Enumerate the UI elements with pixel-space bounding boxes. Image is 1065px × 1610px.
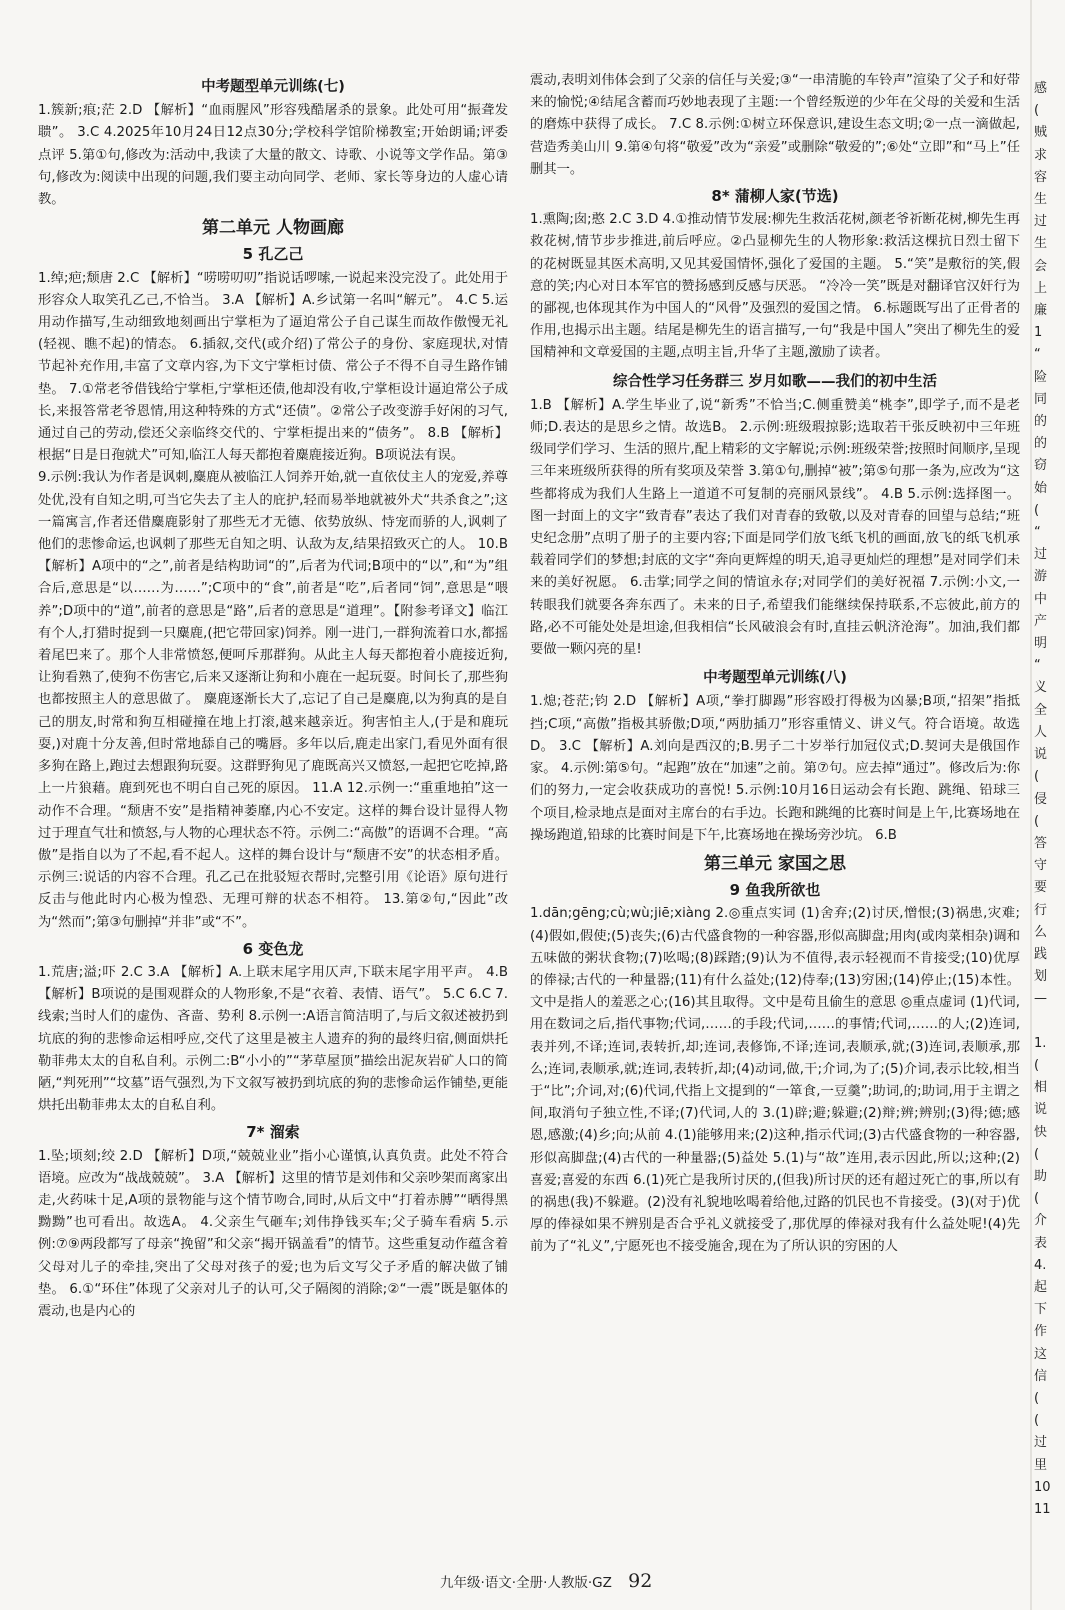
right-column-char: (: [1034, 1191, 1040, 1207]
right-column-char: [1034, 1011, 1065, 1033]
right-column-char: 相: [1034, 1080, 1048, 1096]
page-number: 92: [628, 1570, 653, 1592]
right-column-char: 10: [1034, 1479, 1051, 1495]
right-column-char: 容: [1034, 169, 1048, 185]
right-column-char: 1: [1034, 325, 1043, 341]
right-column-char: 生: [1034, 236, 1048, 252]
right-column-char: 表: [1034, 1235, 1048, 1251]
right-column-char: 划: [1034, 969, 1048, 985]
page-fold-shadow: [1030, 0, 1032, 1610]
right-column-char: 答: [1034, 835, 1048, 851]
lesson-title-8: 8* 蒲柳人家(节选): [711, 187, 839, 206]
right-column-char: 守: [1034, 858, 1048, 874]
left-column: [38, 70, 508, 1323]
answer-block-lesson-5: 1.绰;疤;颓唐 2.C 【解析】“唠唠叨叨”指说话啰嗦,一说起来没完没了。此处用于形容众人取笑孔乙己,不恰当。 3.A 【解析】A.乡试第一名叫“解元”。 4.C 5.运用动作描写,生动细致地刻画出宁掌柜为了逼迫常公子自己谋生而故作傲慢无礼(轻视、瞧不起)的情态。 6.插叙,交代(或介绍)了常公子的身份、家庭现状,对情节起补充作用,丰富了文章内容,为下文宁掌柜讨债、常公子不得不自寻生路作铺垫。 7.①常老爷借钱给宁掌柜,宁掌柜还债,他却没有收,宁掌柜设计逼迫常公子成长,来报答常老爷恩情,用这种特殊的方式“还债”。②常公子改变游手好闲的习气,通过自己的劳动,偿还父亲临终交代的、宁掌柜提出来的“债务”。 8.B 【解析】根据“日是日孢就犬”可知,临江人每天都抱着麋鹿接近狗。B项说法有误。: [38, 270, 508, 464]
unit-title-2: 第二单元 人物画廊: [202, 218, 344, 239]
right-column-char: 过: [1034, 547, 1048, 563]
right-column-char: 明: [1034, 636, 1048, 652]
right-column-char: 廉: [1034, 303, 1048, 319]
right-column-char: 说: [1034, 1102, 1048, 1118]
answer-block-lesson-9: 1.dān;gēng;cù;wù;jiē;xiàng 2.◎重点实词 (1)舍弃;(2)讨厌,憎恨;(3)祸患,灾难;(4)假如,假使;(5)丧失;(6)古代盛食物的一种容器,形似高脚盘;用肉(或肉菜相杂)调和五味做的粥状食物;(7)吆喝;(8)踩踏;(9)认为不值得,表示轻视而不肯接受;(10)优厚的俸禄;古代的一种量器;(11)有什么益处;(12)侍奉;(13)穷困;(14)停止;(15)本性。文中是指人的羞恶之心;(16)其且取得。文中是苟且偷生的意思 ◎重点虚词 (1)代词,用在数词之后,指代事物;代词,……的手段;代词,……的事情;代词,……的人;(2)连词,表并列,不译;连词,表转折,却;连词,表修饰,不译;连词,表顺承,就;(3)连词,表顺承,那么;连词,表顺承,就;连词,表转折,却;(4)动词,做,干;介词,为了;(5)介词,表示比较,相当于“比”;介词,对;(6)代词,代指上文提到的“一箪食,一豆羹”;助词,的;助词,用于主谓之间,取消句子独立性,不译;(7)代词,人的 3.(1)辟;避;躲避;(2)辩;辨;辨别;(3)得;德;感恩,感激;(4)乡;向;从前 4.(1)能够用来;(2)这种,指示代词;(3)古代盛食物的一种容器,形似高脚盘;(4)古代的一种量器;(5)益处 5.(1)与“故”连用,表示因此,所以;这种;(2)喜爱;喜爱的东西 6.(1)死亡是我所讨厌的,(但我)所讨厌的还有超过死亡的事,所以有的祸患(我)不躲避。(2)没有礼貌地吆喝着给他,过路的饥民也不肯接受。(3)(对于)优厚的俸禄如果不辨别是否合乎礼义就接受了,那优厚的俸禄对我有什么益处呢!(4)先前为了“礼义”,宁愿死也不接受施舍,现在为了所认识的穷困的人: [530, 906, 1020, 1255]
right-column-char: “: [1034, 658, 1041, 674]
footer-label: 九年级·语文·全册·人教版·GZ: [440, 1575, 612, 1591]
right-column-char: 游: [1034, 569, 1048, 585]
right-column-char: 快: [1034, 1124, 1048, 1140]
right-column-char: (: [1034, 103, 1040, 119]
right-column-char: 人: [1034, 724, 1048, 740]
right-column-char: “: [1034, 347, 1041, 363]
right-column-char: 同: [1034, 391, 1048, 407]
answer-block-lesson-7: 1.坠;顷刻;绞 2.D 【解析】D项,“兢兢业业”指小心谨慎,认真负责。此处不符合语境。应改为“战战兢兢”。 3.A 【解析】这里的情节是刘伟和父亲吵架而离家出走,火药味十足,A项的景物能与这个情节吻合,同时,从后文中“打着赤膊”“晒得黑黝黝”也可看出。故选A。 4.父亲生气砸车;刘伟挣钱买车;父子骑车看病 5.示例:⑦⑨两段都写了母亲“挽留”和父亲“揭开锅盖看”的情节。这些重复动作蕴含着父母对儿子的牵挂,突出了父母对孩子的爱;也为后文写父子矛盾的解决做了铺垫。 6.①“环住”体现了父亲对儿子的认可,父子隔阂的消除;②“一震”既是躯体的震动,也是内心的: [38, 1148, 508, 1319]
right-column-char: 下: [1034, 1302, 1048, 1318]
answer-block-comprehensive-3: 1.B 【解析】A.学生毕业了,说“新秀”不恰当;C.侧重赞美“桃李”,即学子,而不是老师;D.表达的是思乡之情。故选B。 2.示例:班级瑕掠影;选取若干张反映初中三年班级同学们学习、生活的照片,配上精彩的文字解说;示例:班级荣誉;按照时间顺序,呈现三年来班级所获得的所有奖项及荣誉 3.第①句,删掉“被”;第⑤句那一条为,应改为“这些都将成为我们人生路上一道道不可复制的亮丽风景线”。 4.B 5.示例:选择图一。图一封面上的文字“致青春”表达了我们对青春的致敬,以及对青春的回望与总结;“班史纪念册”点明了册子的主要内容;下面是同学们放飞纸飞机的画面,放飞的纸飞机承载着同学们的梦想;封底的文字“奔向更辉煌的明天,追寻更灿烂的理想”是对同学们未来的美好祝愿。 6.击掌;同学之间的情谊永存;对同学们的美好祝福 7.示例:小文,一转眼我们就要各奔东西了。未来的日子,希望我们能继续保持联系,不忘彼此,前方的路,必不可能处处是坦途,但我相信“长风破浪会有时,直挂云帆济沧海”。加油,我们都要做一颗闪亮的星!: [530, 397, 1020, 658]
right-column-char: 中: [1034, 591, 1048, 607]
right-column-char: 么: [1034, 924, 1048, 940]
section-title-unit-training-8: 中考题型单元训练(八): [703, 670, 847, 687]
right-column-char: (: [1034, 1146, 1040, 1162]
right-column-char: 全: [1034, 702, 1048, 718]
lesson-title-9: 9 鱼我所欲也: [729, 881, 821, 900]
right-column-char: 感: [1034, 81, 1048, 96]
right-column-char: 求: [1034, 147, 1048, 163]
answer-block-lesson-6: 1.荒唐;溢;吓 2.C 3.A 【解析】A.上联末尾字用仄声,下联末尾字用平声。 4.B 【解析】B项说的是围观群众的人物形象,不是“衣着、表情、语气”。 5.C 6.C 7.线索;当时人们的虚伪、吝啬、势利 8.示例一:A语言简洁明了,与后文叙述被扔到坑底的狗的悲惨命运相呼应,交代了这里是被主人遗弃的狗的最终归宿,侧面烘托勒菲弗太太的自私自利。示例二:B“小小的”“茅草屋顶”描绘出泥灰岩矿人口的简陋,“判死刑”“坟墓”语气强烈,为下文叙写被扔到坑底的狗的悲惨命运作铺垫,更能烘托出勒菲弗太太的自私自利。: [38, 964, 508, 1114]
right-column-char: 侵: [1034, 791, 1048, 807]
right-column-char: 过: [1034, 214, 1048, 230]
right-column-char: 的: [1034, 436, 1048, 452]
right-column-char: 贼: [1034, 125, 1048, 141]
right-column-char: 4.: [1034, 1257, 1047, 1273]
right-column-char: 11: [1034, 1502, 1051, 1517]
right-column-char: 险: [1034, 369, 1048, 385]
right-column-char: 过: [1034, 1435, 1048, 1451]
right-column-char: 生: [1034, 192, 1048, 208]
right-column-char: “: [1034, 525, 1041, 541]
right-column-char: 产: [1034, 613, 1048, 629]
right-column-char: 这: [1034, 1346, 1048, 1362]
answer-block-lesson-8: 1.熏陶;囱;憨 2.C 3.D 4.①推动情节发展:柳先生救活花树,颜老爷祈断花树,柳先生再救花树,情节步步推进,前后呼应。②凸显柳先生的人物形象:救活这棵抗日烈士留下的花树既显其医术高明,又见其爱国情怀,强化了爱国的主题。 5.“笑”是敷衍的笑,假意的笑;内心对日本军官的赞扬感到反感与厌恶。 “冷冷一笑”既是对翻译官汉奸行为的鄙视,也体现其作为中国人的“风骨”及强烈的爱国之情。 6.标题既写出了正骨者的作用,也揭示出主题。结尾是柳先生的语言描写,一句“我是中国人”突出了柳先生的爱国精神和文章爱国的主题,点明主旨,升华了主题,激励了读者。: [530, 212, 1020, 361]
right-column-char: 1.: [1034, 1035, 1047, 1051]
page-footer: [440, 1570, 780, 1592]
right-column-char: 上: [1034, 280, 1048, 296]
right-column-char: 行: [1034, 902, 1048, 918]
unit-title-3: 第三单元 家国之思: [704, 853, 846, 874]
right-column-char: 会: [1034, 258, 1048, 274]
right-column-char: 窃: [1034, 458, 1048, 474]
right-column-char: 始: [1034, 480, 1048, 496]
right-column-cutoff: [1034, 78, 1065, 1521]
right-column-char: 信: [1034, 1368, 1048, 1384]
right-column-char: 说: [1034, 747, 1048, 763]
right-column-char: (: [1034, 813, 1040, 829]
right-column-char: —: [1034, 991, 1047, 1007]
section-title-unit-training-7: 中考题型单元训练(七): [201, 79, 345, 95]
middle-column: [530, 70, 1020, 1259]
right-column-char: (: [1034, 1413, 1040, 1429]
answer-block-training-7: 1.簇新;痕;茫 2.D 【解析】“血雨腥风”形容残酷屠杀的景象。此处可用“振聋发聩”。 3.C 4.2025年10月24日12点30分;学校科学馆阶梯教室;开始朗诵;评委点评 5.第①句,修改为:活动中,我读了大量的散文、诗歌、小说等文学作品。第③句,修改为:阅读中出现的问题,我们要主动向同学、老师、家长等身边的人虚心请教。: [38, 103, 508, 208]
right-column-char: (: [1034, 1390, 1040, 1406]
right-column-char: 里: [1034, 1457, 1048, 1473]
answer-block-training-8: 1.熄;苍茫;钧 2.D 【解析】A项,“拳打脚踢”形容殴打得极为凶暴;B项,“招架”指抵挡;C项,“高傲”指极其骄傲;D项,“两肋插刀”形容重情义、讲义气。符合语境。故选D。 3.C 【解析】A.刘向是西汉的;B.男子二十岁举行加冠仪式;D.契诃夫是俄国作家。 4.示例:第⑤句。“起跑”放在“加速”之前。第⑦句。应去掉“通过”。修改后为:你们的努力,一定会收获成功的喜悦! 5.示例:10月16日运动会有长跑、跳绳、铅球三个项目,检录地点是面对主席台的右手边。长跑和跳绳的比赛时间是上午,比赛场地在操场跑道,铅球的比赛时间是下午,比赛场地在操场旁沙坑。 6.B: [530, 694, 1020, 843]
right-column-char: 起: [1034, 1279, 1048, 1295]
right-column-char: 要: [1034, 880, 1048, 896]
right-column-char: 介: [1034, 1213, 1048, 1229]
lesson-title-5: 5 孔乙己: [242, 245, 304, 264]
right-column-char: (: [1034, 502, 1040, 518]
right-column-char: 的: [1034, 414, 1048, 430]
answer-block-lesson-7-cont: 震动,表明刘伟体会到了父亲的信任与关爱;③“一串清脆的车铃声”渲染了父子和好带来的愉悦;④结尾含蓄而巧妙地表现了主题:一个曾经叛逆的少年在父母的关爱和生活的磨炼中获得了成长。 7.C 8.示例:①树立环保意识,建设生态文明;②一点一滴做起,营造秀美山川 9.第④句将“敬爱”改为“亲爱”或删除“敬爱的”;⑥处“立即”和“马上”任删其一。: [530, 73, 1020, 177]
right-column-char: 践: [1034, 946, 1048, 962]
answer-block-lesson-5-cont: 9.示例:我认为作者是讽刺,麋鹿从被临江人饲养开始,就一直依仗主人的宠爱,养尊处优,没有自知之明,可当它失去了主人的庇护,轻而易举地就被外犬“共杀食之”;这一篇寓言,作者还借麋鹿影射了那些无才无德、依势放纵、恃宠而骄的人,讽刺了他们的悲惨命运,也讽刺了那些无自知之明、认敌为友,结果招致灭亡的人。 10.B 【解析】A项中的“之”,前者是结构助词“的”,后者为代词;B项中的“以”,和“为”组合后,意思是“以……为……”;C项中的“食”,前者是“吃”,后者同“饲”,意思是“喂养”;D项中的“道”,前者的意思是“路”,后者的意思是“道理”。【附参考译文】临江有个人,打猎时捉到一只麋鹿,(把它带回家)饲养。刚一进门,一群狗流着口水,都摇着尾巴来了。那个人非常愤怒,便呵斥那群狗。从此主人每天都抱着小鹿接近狗,让狗看熟了,使狗不伤害它,后来又逐渐让狗和小鹿在一起玩耍。时间长了,那些狗也都按照主人的意思做了。 麋鹿逐渐长大了,忘记了自己是麋鹿,以为狗真的是自己的朋友,时常和狗互相碰撞在地上打滚,越来越亲近。狗害怕主人,(于是和鹿玩耍,)对鹿十分友善,但时常地舔自己的嘴唇。多年以后,鹿走出家门,看见外面有很多狗在路上,跑过去想跟狗玩耍。这群野狗见了鹿既高兴又愤怒,一起把它吃掉,路上一片狼藉。鹿到死也不明白自己死的原因。 11.A 12.示例一:“重重地拍”这一动作不合理。“颓唐不安”是指精神萎靡,内心不安定。这样的舞台设计显得人物过于理直气壮和愤怒,与人物的心理状态不符。示例二:“高傲”的语调不合理。“高傲”是指自以为了不起,看不起人。这样的舞台设计与“颓唐不安”的状态相矛盾。示例三:说话的内容不合理。孔乙己在批驳短衣帮时,完整引用《论语》原句进行反击与他此时内心极为惶恐、无理可辩的状态不相符。 13.第②句,“因此”改为“然而”;第③句删掉“并非”或“不”。: [38, 470, 508, 930]
section-title-comprehensive-3: 综合性学习任务群三 岁月如歌——我们的初中生活: [612, 373, 938, 390]
right-column-char: 助: [1034, 1168, 1048, 1184]
right-column-char: (: [1034, 1057, 1040, 1073]
right-column-char: 作: [1034, 1324, 1048, 1340]
lesson-title-6: 6 变色龙: [242, 939, 304, 958]
right-column-char: 义: [1034, 680, 1048, 696]
lesson-title-7: 7* 溜索: [246, 1123, 300, 1142]
right-column-char: (: [1034, 769, 1040, 785]
